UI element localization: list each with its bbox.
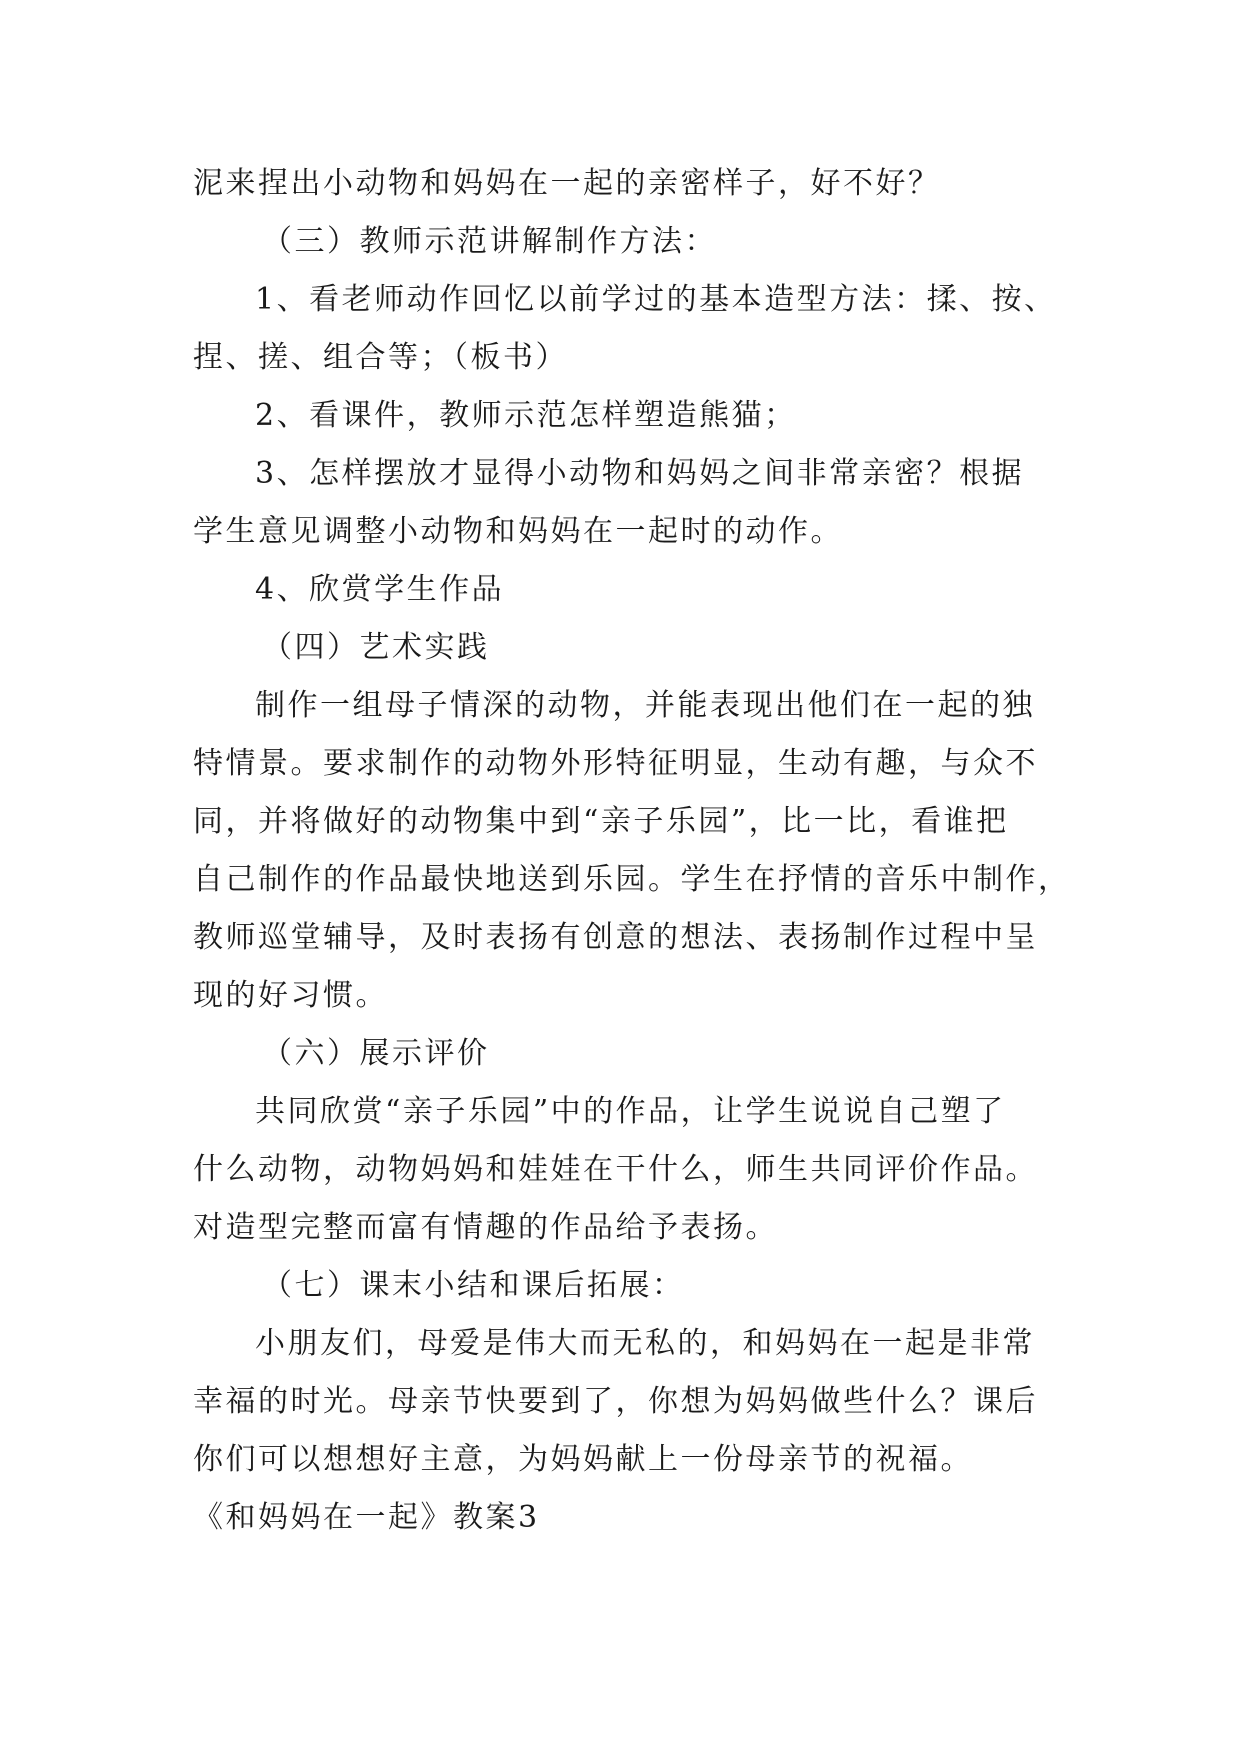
paragraph-line: 同，并将做好的动物集中到“亲子乐园”，比一比，看谁把 xyxy=(193,804,1009,839)
paragraph-line: 现的好习惯。 xyxy=(193,978,388,1013)
list-item: 4、欣赏学生作品 xyxy=(255,572,505,607)
list-item: 2、看课件，教师示范怎样塑造熊猫； xyxy=(255,398,797,433)
list-item: 1、看老师动作回忆以前学过的基本造型方法：揉、按、 xyxy=(255,282,1057,317)
paragraph-line: 共同欣赏“亲子乐园”中的作品，让学生说说自己塑了 xyxy=(255,1094,1006,1129)
section-heading: （四）艺术实践 xyxy=(262,630,490,665)
paragraph-line: 捏、搓、组合等；（板书） xyxy=(193,340,568,375)
paragraph-line: 教师巡堂辅导，及时表扬有创意的想法、表扬制作过程中呈 xyxy=(193,920,1038,955)
section-heading: （三）教师示范讲解制作方法： xyxy=(262,224,717,259)
paragraph-line: 对造型完整而富有情趣的作品给予表扬。 xyxy=(193,1210,778,1245)
paragraph-line: 小朋友们，母爱是伟大而无私的，和妈妈在一起是非常 xyxy=(255,1326,1035,1361)
document-title: 《和妈妈在一起》教案3 xyxy=(193,1500,540,1535)
paragraph-line: 特情景。要求制作的动物外形特征明显，生动有趣，与众不 xyxy=(193,746,1038,781)
paragraph-line: 自己制作的作品最快地送到乐园。学生在抒情的音乐中制作， xyxy=(193,862,1071,897)
list-item: 3、怎样摆放才显得小动物和妈妈之间非常亲密？根据 xyxy=(255,456,1025,491)
paragraph-line: 学生意见调整小动物和妈妈在一起时的动作。 xyxy=(193,514,843,549)
paragraph-line: 制作一组母子情深的动物，并能表现出他们在一起的独 xyxy=(255,688,1035,723)
paragraph-line: 你们可以想想好主意，为妈妈献上一份母亲节的祝福。 xyxy=(193,1442,973,1477)
paragraph-line: 什么动物，动物妈妈和娃娃在干什么，师生共同评价作品。 xyxy=(193,1152,1038,1187)
section-heading: （六）展示评价 xyxy=(262,1036,490,1071)
paragraph-line: 幸福的时光。母亲节快要到了，你想为妈妈做些什么？课后 xyxy=(193,1384,1038,1419)
paragraph-line: 泥来捏出小动物和妈妈在一起的亲密样子，好不好？ xyxy=(193,166,941,201)
section-heading: （七）课末小结和课后拓展： xyxy=(262,1268,685,1303)
